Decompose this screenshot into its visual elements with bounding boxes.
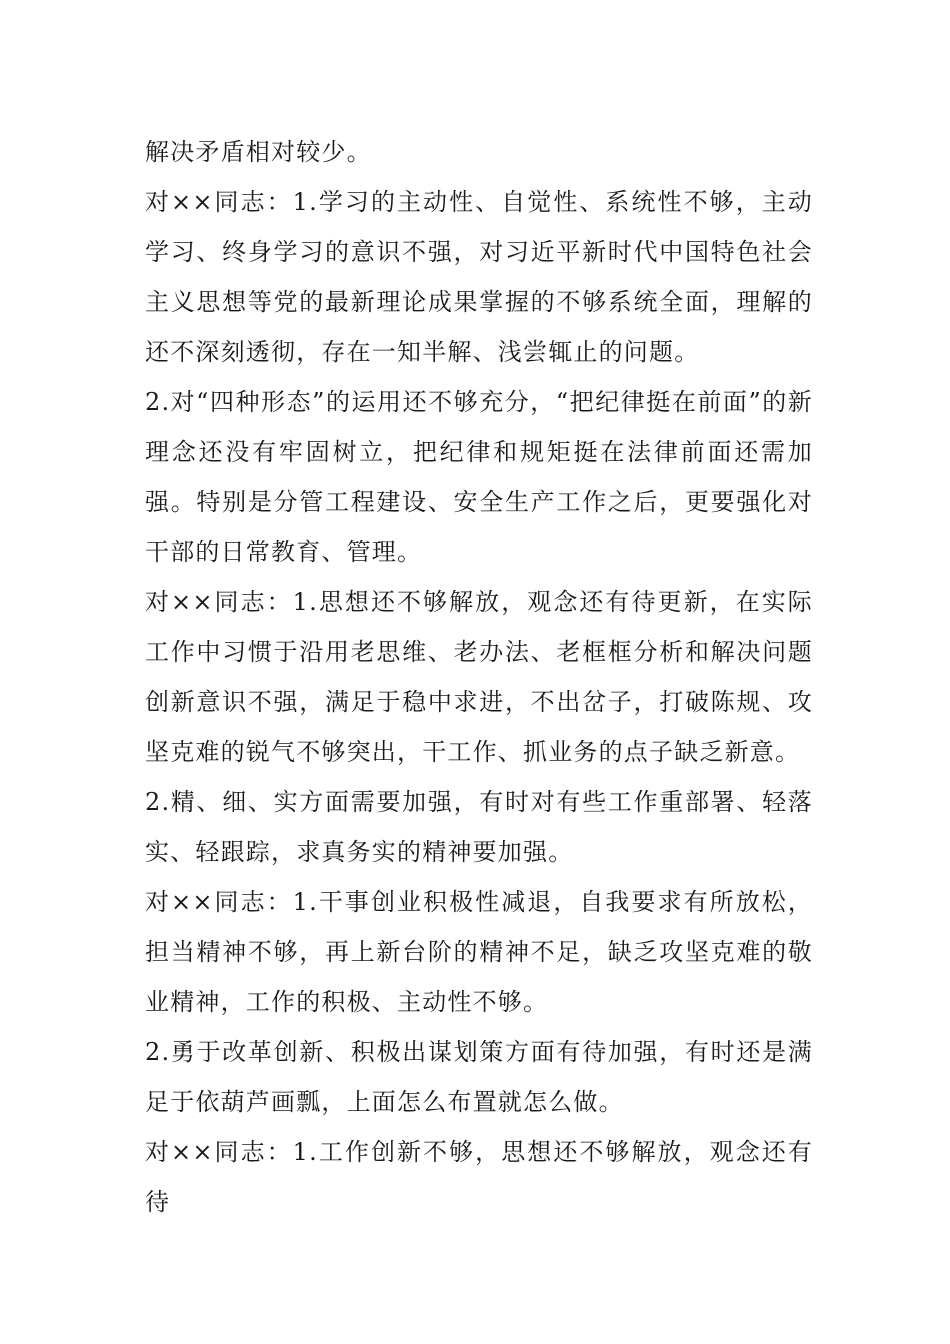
paragraph-3: 2.对“四种形态”的运用还不够充分，“把纪律挺在前面”的新理念还没有牢固树立，把纪律和规矩挺在法律前面还需加强。特别是分管工程建设、安全生产工作之后，更要强化对干部的日常教育、管理。 <box>145 388 813 566</box>
paragraph-6: 对××同志：1.干事创业积极性减退，自我要求有所放松，担当精神不够，再上新台阶的精神不足，缺乏攻坚克难的敬业精神，工作的积极、主动性不够。 <box>145 888 813 1016</box>
paragraph-7: 2.勇于改革创新、积极出谋划策方面有待加强，有时还是满足于依葫芦画瓢，上面怎么布置就怎么做。 <box>145 1038 813 1116</box>
paragraph-1: 解决矛盾相对较少。 <box>145 138 372 166</box>
paragraph-4: 对××同志：1.思想还不够解放，观念还有待更新，在实际工作中习惯于沿用老思维、老办法、老框框分析和解决问题创新意识不强，满足于稳中求进，不出岔子，打破陈规、攻坚克难的锐气不够突出，干工作、抓业务的点子缺乏新意。 <box>145 588 813 766</box>
paragraph-2: 对××同志：1.学习的主动性、自觉性、系统性不够，主动学习、终身学习的意识不强，对习近平新时代中国特色社会主义思想等党的最新理论成果掌握的不够系统全面，理解的还不深刻透彻，存在一知半解、浅尝辄止的问题。 <box>145 188 813 366</box>
paragraph-8: 对××同志：1.工作创新不够，思想还不够解放，观念还有待 <box>145 1138 813 1216</box>
paragraph-5: 2.精、细、实方面需要加强，有时对有些工作重部署、轻落实、轻跟踪，求真务实的精神要加强。 <box>145 788 813 866</box>
document-body <box>145 127 813 1227</box>
